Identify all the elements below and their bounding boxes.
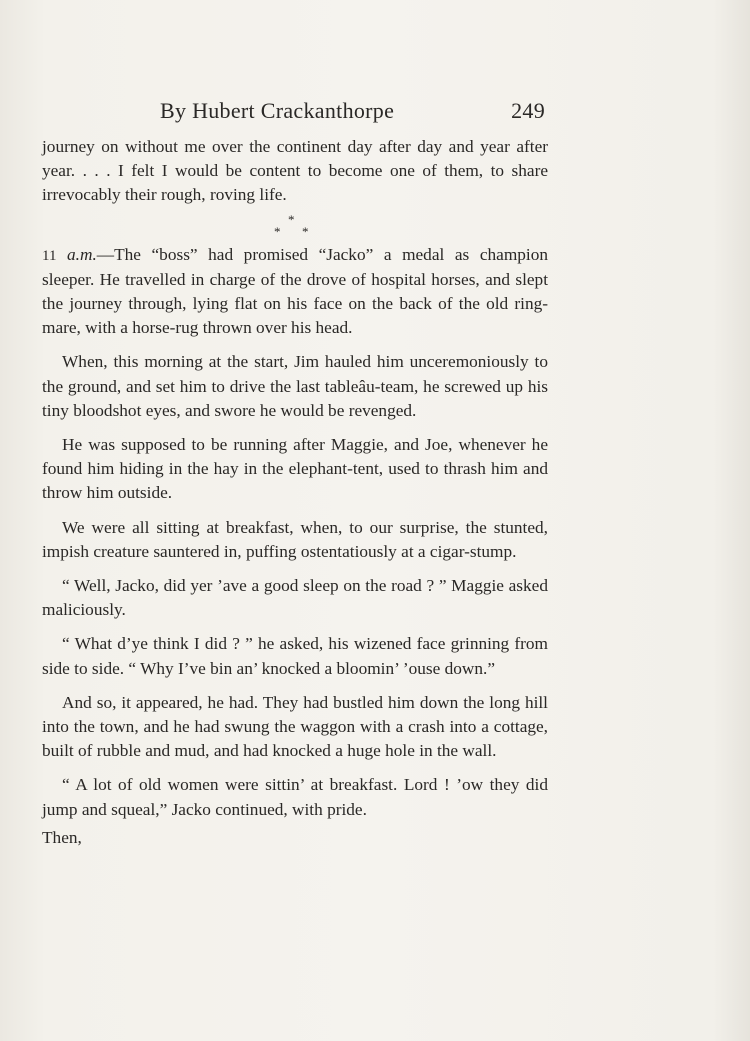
asterism-star-left: *: [274, 223, 281, 239]
paragraph-jim-hauled: When, this morning at the start, Jim hauled him unceremoniously to the ground, and set him to drive the last tableâu-team, he screwed up his tiny bloodshot eyes, and swore he would be revenged.: [42, 352, 548, 420]
running-title: By Hubert Crackanthorpe: [160, 98, 395, 123]
paragraph-continued: journey on without me over the continent day after day and year after year. . . . I felt I would be content to become one of them, to share irrevocably their rough, roving life.: [42, 137, 548, 205]
time-hour: 11: [42, 247, 57, 264]
paragraph-maggie-question: “ Well, Jacko, did yer ’ave a good sleep on the road ? ” Maggie asked maliciously.: [42, 576, 548, 620]
time-ampm: a.m.: [67, 244, 97, 264]
paragraph-waggon-crash: And so, it appeared, he had. They had bustled him down the long hill into the town, and he had swung the waggon with a crash into a cottage, built of rubble and mud, and had knocked a huge hole in the wall.: [42, 692, 548, 761]
paragraph-jacko-boss: [42, 243, 548, 341]
section-break-asterism: [42, 210, 548, 240]
paragraph-jacko-reply: “ What d’ye think I did ? ” he asked, his wizened face grinning from side to side. “ Why I’ve bin an’ knocked a bloomin’ ’ouse down.”: [42, 634, 548, 678]
page-header: [160, 98, 545, 132]
body-text: [42, 135, 548, 850]
paragraph-maggie-joe: He was supposed to be running after Maggie, and Joe, whenever he found him hiding in the hay in the elephant-tent, used to thrash him and throw him outside.: [42, 435, 548, 503]
catchword: Then,: [42, 827, 82, 847]
paragraph-breakfast: We were all sitting at breakfast, when, to our surprise, the stunted, impish creature sauntered in, puffing ostentatiously at a cigar-stump.: [42, 517, 548, 561]
paragraph-jacko-boss-text: —The “boss” had promised “Jacko” a medal as champion sleeper. He travelled in charge of the drove of hospital horses, and slept the journey through, lying flat on his face on the back of the old ring-mare, with a horse-rug thrown over his head.: [42, 244, 548, 338]
asterism-star-right: *: [302, 223, 309, 239]
asterism-star-top: *: [288, 211, 295, 227]
page-number: 249: [511, 98, 545, 123]
paragraph-old-women: “ A lot of old women were sittin’ at breakfast. Lord ! ’ow they did jump and squeal,” Jacko continued, with pride.: [42, 775, 548, 819]
